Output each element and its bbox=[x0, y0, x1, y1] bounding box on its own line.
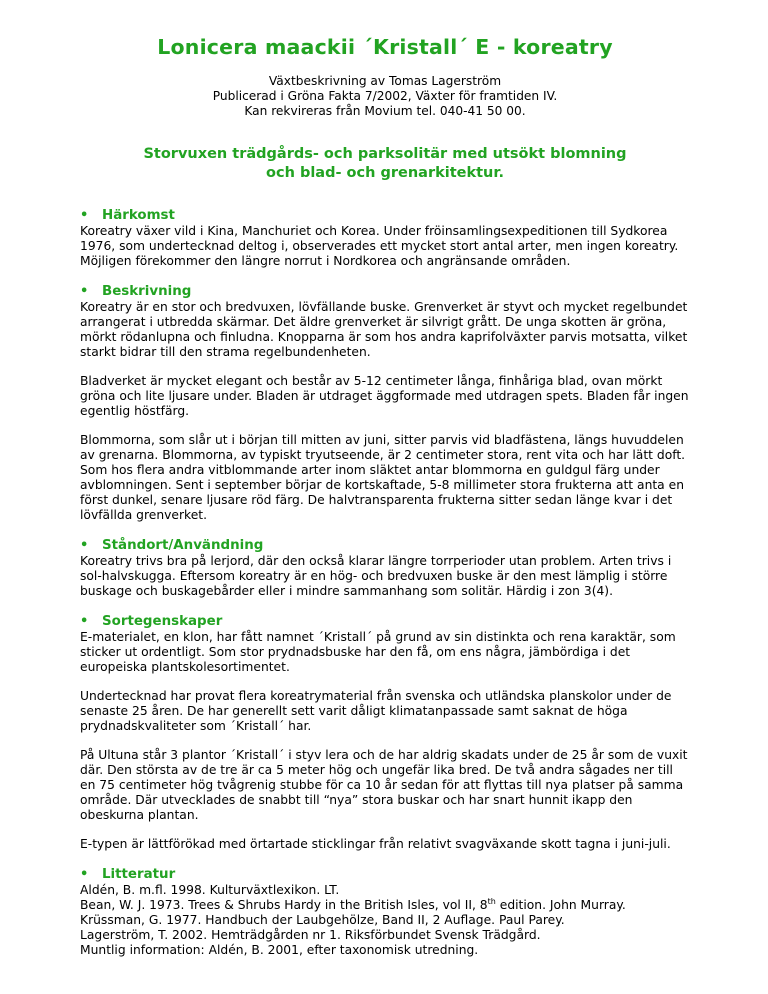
bullet-icon: • bbox=[80, 867, 89, 882]
section-paragraph: På Ultuna står 3 plantor ´Kristall´ i styv lera och de har aldrig skadats under de 25 år som de vuxit där. Den största av de tre är ca 5 meter hög och ungefär lika bred. De två andra sågades ner till en 75 centimeter hög tvågrenig stubbe för ca 10 år sedan för att flyttas till nya platser på samma område. Där utvecklades de snabbt till “nya” stora buskar och har snart hunnit ikapp den obeskurna plantan. bbox=[80, 748, 688, 822]
reference-item: Muntlig information: Aldén, B. 2001, efter taxonomisk utredning. bbox=[80, 943, 479, 957]
section-paragraph: Koreatry trivs bra på lerjord, där den också klarar längre torrperioder utan problem. Arten trivs i sol-halvskugga. Eftersom koreatry är en hög- och bredvuxen buske är den mest lämplig i större buskage och buskagebårder eller i mindre sammanhang som solitär. Härdig i zon 3(4). bbox=[80, 554, 672, 598]
section-paragraph: E-materialet, en klon, har fått namnet ´Kristall´ på grund av sin distinkta och rena karaktär, som sticker ut ordentligt. Som stor prydnadsbuske har den få, om ens några, jämbördiga i det europeiska plantskolesortimentet. bbox=[80, 630, 676, 674]
section-paragraph: Undertecknad har provat flera koreatrymaterial från svenska och utländska planskolor under de senaste 25 åren. De har generellt sett varit dåligt klimatanpassade samt saknat de höga prydnadskvaliteter som ´Kristall´ har. bbox=[80, 689, 672, 733]
section-heading-label: Litteratur bbox=[102, 867, 176, 882]
section-paragraph: Bladverket är mycket elegant och består av 5-12 centimeter långa, finhåriga blad, ovan mörkt gröna och lite ljusare under. Bladen är utdraget äggformade med utdragen spets. Bladen får ingen egentlig höstfärg. bbox=[80, 374, 689, 418]
section-sortegenskaper bbox=[80, 614, 690, 852]
section-paragraph: E-typen är lättförökad med örtartade sticklingar från relativt svagväxande skott tagna i juni-juli. bbox=[80, 837, 671, 851]
section-beskrivning bbox=[80, 284, 690, 523]
section-heading-label: Ståndort/Användning bbox=[102, 538, 264, 553]
reference-item: Krüssman, G. 1977. Handbuch der Laubgehölze, Band II, 2 Auflage. Paul Parey. bbox=[80, 913, 565, 927]
section-heading-label: Beskrivning bbox=[102, 284, 192, 299]
reference-text: edition. John Murray. bbox=[495, 898, 626, 912]
section-heading bbox=[80, 284, 690, 300]
section-harkomst bbox=[80, 208, 690, 269]
section-paragraph: Koreatry är en stor och bredvuxen, lövfällande buske. Grenverket är styvt och mycket regelbundet arrangerat i utbredda skärmar. Det äldre grenverket är silvrigt grått. De unga skotten är gröna, mörkt rödanlupna och finludna. Knopparna är som hos andra kaprifolväxter parvis motsatta, vilket starkt bidrar till den strama regelbundenheten. bbox=[80, 300, 688, 359]
reference-item: Aldén, B. m.fl. 1998. Kulturväxtlexikon. LT. bbox=[80, 883, 340, 897]
document-page bbox=[80, 34, 690, 958]
section-heading bbox=[80, 867, 690, 883]
bullet-icon: • bbox=[80, 538, 89, 553]
section-heading bbox=[80, 208, 690, 224]
meta-order-info: Kan rekvireras från Movium tel. 040-41 50 00. bbox=[244, 104, 526, 118]
bullet-icon: • bbox=[80, 208, 89, 223]
section-heading-label: Härkomst bbox=[102, 208, 175, 223]
reference-item: Lagerström, T. 2002. Hemträdgården nr 1. Riksförbundet Svensk Trädgård. bbox=[80, 928, 541, 942]
bullet-icon: • bbox=[80, 614, 89, 629]
reference-item bbox=[80, 898, 690, 913]
bullet-icon: • bbox=[80, 284, 89, 299]
section-paragraph: Blommorna, som slår ut i början till mitten av juni, sitter parvis vid bladfästena, längs huvuddelen av grenarna. Blommorna, av typiskt tryutseende, är 2 centimeter stora, rent vita och har lätt doft. Som hos flera andra vitblommande arter inom släktet antar blommorna en guldgul färg under avblomningen. Sent i september börjar de kortskaftade, 5-8 millimeter stora frukterna att anta en först dunkel, senare ljusare röd färg. De halvtransparenta frukterna sitter sedan länge kvar i det lövfällda grenverket. bbox=[80, 433, 686, 522]
section-paragraph: Koreatry växer vild i Kina, Manchuriet och Korea. Under fröinsamlingsexpeditionen till Sydkorea 1976, som undertecknad deltog i, observerades ett mycket stort antal arter, men ingen koreatry. Möjligen förekommer den längre norrut i Nordkorea och angränsande områden. bbox=[80, 224, 679, 268]
reference-text: Bean, W. J. 1973. Trees & Shrubs Hardy in the British Isles, vol II, 8 bbox=[80, 898, 488, 912]
document-title: Lonicera maackii ´Kristall´ E - koreatry bbox=[157, 35, 613, 59]
document-subtitle bbox=[80, 145, 690, 182]
section-heading bbox=[80, 538, 690, 554]
meta-publication: Publicerad i Gröna Fakta 7/2002, Växter för framtiden IV. bbox=[212, 89, 558, 103]
section-heading-label: Sortegenskaper bbox=[102, 614, 223, 629]
section-litteratur bbox=[80, 867, 690, 958]
subtitle-line-2: och blad- och grenarkitektur. bbox=[266, 164, 504, 181]
subtitle-line-1: Storvuxen trädgårds- och parksolitär med utsökt blomning bbox=[143, 146, 627, 162]
reference-superscript: th bbox=[487, 896, 496, 906]
section-heading bbox=[80, 614, 690, 630]
section-standort bbox=[80, 538, 690, 599]
meta-author: Växtbeskrivning av Tomas Lagerström bbox=[268, 74, 502, 88]
